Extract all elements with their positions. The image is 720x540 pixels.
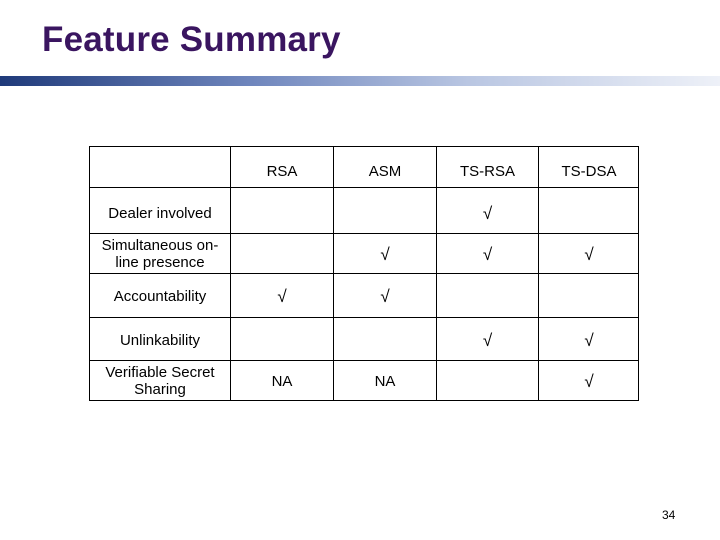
table-cell xyxy=(437,361,538,401)
table-row-divider xyxy=(90,233,638,234)
column-header-ts-rsa: TS-RSA xyxy=(459,162,515,180)
table-row-divider xyxy=(90,317,638,318)
row-label-simultaneous-online-presence: Simultaneous on-line presence xyxy=(101,237,219,271)
row-label-dealer-involved: Dealer involved xyxy=(108,204,212,222)
checkmark-icon: √ xyxy=(380,244,390,264)
column-header-ts-dsa: TS-DSA xyxy=(561,162,617,180)
table-cell xyxy=(231,321,333,360)
checkmark-icon: √ xyxy=(277,286,287,306)
column-header-rsa: RSA xyxy=(266,162,298,180)
page-number: 34 xyxy=(662,508,676,522)
column-header-asm: ASM xyxy=(368,162,402,180)
checkmark-icon: √ xyxy=(584,331,594,350)
table-cell xyxy=(437,275,538,317)
table-cell: NA xyxy=(271,372,293,390)
table-cell: NA xyxy=(374,372,396,390)
title-divider xyxy=(0,76,720,86)
slide-title: Feature Summary xyxy=(42,20,341,59)
checkmark-icon: √ xyxy=(380,286,390,306)
row-label-accountability: Accountability xyxy=(113,287,207,305)
checkmark-icon: √ xyxy=(584,371,594,391)
checkmark-icon: √ xyxy=(584,244,594,264)
table-row-divider xyxy=(90,273,638,274)
row-label-unlinkability: Unlinkability xyxy=(119,332,201,349)
row-label-verifiable-secret-sharing: Verifiable Secret Sharing xyxy=(105,364,215,398)
table-cell xyxy=(539,193,639,233)
feature-table xyxy=(89,146,639,401)
checkmark-icon: √ xyxy=(482,244,493,264)
checkmark-icon: √ xyxy=(482,203,493,223)
table-cell xyxy=(334,321,436,360)
checkmark-icon: √ xyxy=(482,331,493,350)
table-cell xyxy=(334,193,436,233)
table-cell xyxy=(231,193,333,233)
table-cell xyxy=(539,275,639,317)
table-cell xyxy=(231,235,333,273)
